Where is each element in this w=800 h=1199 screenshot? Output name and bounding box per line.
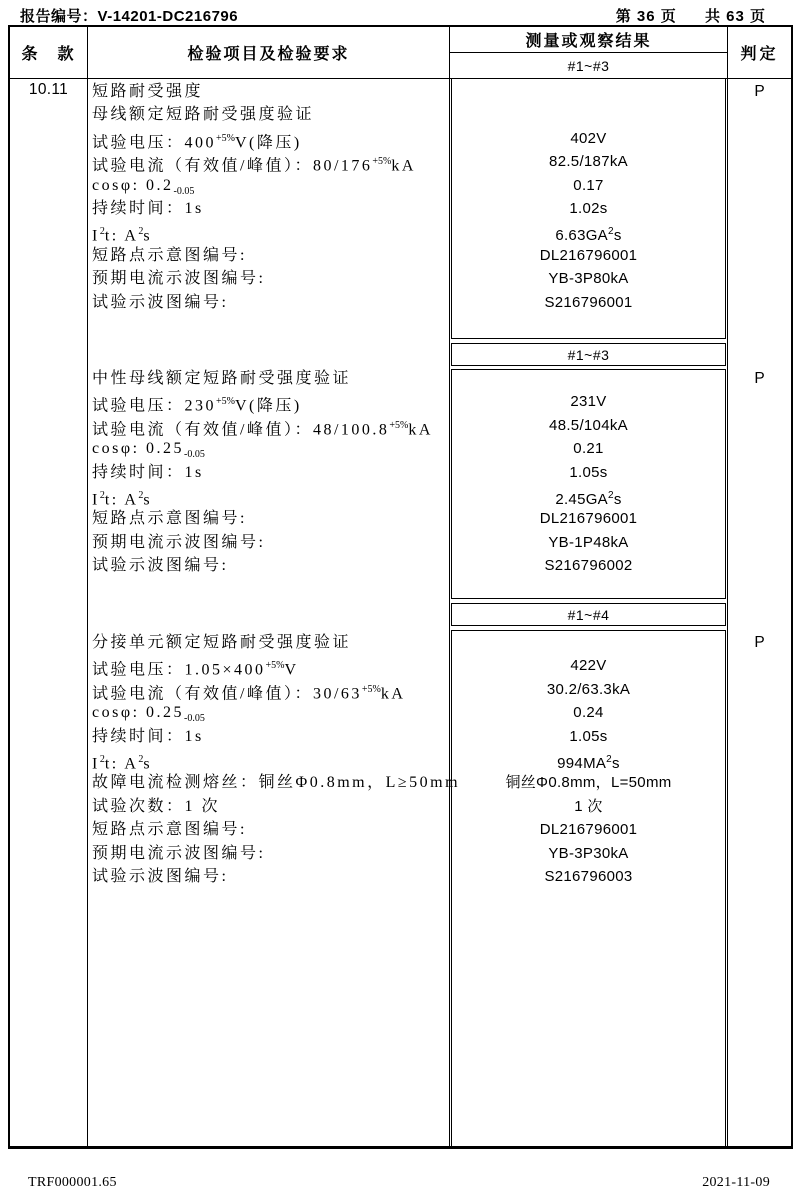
result-line: 48.5/104kA — [549, 416, 628, 434]
requirement-line: 试验示波图编号: — [92, 867, 229, 885]
result-line: 铜丝Φ0.8mm，L=50mm — [505, 774, 672, 792]
report-number-label: 报告编号： — [20, 8, 98, 25]
col-header-result-samples: #1~#3 — [567, 57, 610, 74]
verdict-cell — [728, 79, 791, 1147]
result-line: 82.5/187kA — [549, 153, 628, 171]
col-header-result-title: 测量或观察结果 — [450, 27, 727, 53]
result-line: S216796002 — [544, 557, 633, 575]
result-line — [450, 103, 727, 126]
result-line: 30.2/63.3kA — [546, 680, 631, 698]
result-line: YB-3P30kA — [548, 844, 629, 862]
page-footer — [28, 1175, 770, 1191]
result-line: 422V — [570, 657, 607, 675]
requirement-line: 短路耐受强度 — [92, 83, 204, 100]
result-line: 231V — [570, 393, 607, 411]
col-header-verdict: 判定 — [740, 46, 779, 63]
requirement-line: 短路点示意图编号: — [92, 821, 247, 839]
result-line: $2.45GA^2s$ — [555, 489, 622, 508]
result-line: DL216796001 — [539, 821, 638, 839]
result-line — [450, 367, 727, 390]
result-line: DL216796001 — [539, 510, 638, 528]
section3-requirements — [88, 631, 461, 888]
page-current: 第 36 页 — [615, 8, 677, 25]
requirements-cell — [88, 79, 461, 1147]
result-line: 402V — [570, 129, 607, 147]
requirement-line: 故障电流检测熔丝：铜丝Φ0.8mm，L≥50mm — [92, 774, 461, 792]
result-line: DL216796001 — [539, 246, 638, 264]
requirement-line: 分接单元额定短路耐受强度验证 — [92, 634, 352, 651]
result-line: YB-1P48kA — [548, 533, 629, 551]
requirement-line: 试验次数：1 次 — [92, 797, 221, 815]
result-line: 1 次 — [574, 797, 603, 815]
section2-results — [450, 367, 727, 578]
result-line: 1.05s — [569, 727, 608, 745]
section2-sample-range: #1~#3 — [451, 343, 726, 366]
requirement-line: 持续时间：1s — [92, 199, 204, 217]
requirement-line: 试验电流（有效值/峰值）：$48/100.8^{+5\%}kA$ — [92, 419, 433, 439]
report-number-value: V-14201-DC216796 — [97, 8, 239, 25]
verdict-section2: P — [754, 370, 765, 387]
requirement-line: 中性母线额定短路耐受强度验证 — [92, 370, 352, 387]
requirement-line: 预期电流示波图编号: — [92, 844, 266, 862]
section2-requirements — [88, 367, 449, 578]
page-header — [20, 5, 766, 26]
result-line: 0.17 — [573, 176, 604, 194]
requirement-line: 母线额定短路耐受强度验证 — [92, 106, 315, 124]
result-line: 1.02s — [569, 199, 608, 217]
verdict-section3: P — [754, 634, 765, 651]
report-number — [20, 5, 238, 26]
result-line: 0.24 — [573, 704, 604, 722]
requirement-line: 试验电压：$230^{+5\%}V$(降压) — [92, 396, 302, 415]
inspection-table — [8, 25, 793, 1149]
requirement-line: 试验电流（有效值/峰值）：$30/63^{+5\%}kA$ — [92, 683, 406, 703]
requirement-line: 持续时间：1s — [92, 463, 204, 481]
col-header-item: 检验项目及检验要求 — [88, 27, 450, 78]
col-header-result — [450, 27, 728, 78]
footer-doc-code: TRF000001.65 — [28, 1175, 117, 1190]
requirement-line: $I^2t$: $A^2s$ — [92, 226, 153, 245]
requirement-line: 试验电压：$400^{+5\%}V$(降压) — [92, 132, 302, 152]
requirement-line: 试验示波图编号: — [92, 293, 229, 311]
requirement-line: 预期电流示波图编号: — [92, 533, 266, 551]
results-cell — [450, 79, 728, 1147]
result-line: YB-3P80kA — [548, 270, 629, 288]
result-line — [450, 80, 727, 103]
verdict-section1: P — [754, 83, 765, 100]
table-header-row — [10, 27, 791, 79]
requirement-line: $I^2t$: $A^2s$ — [92, 753, 153, 773]
clause-number: 10.11 — [28, 81, 69, 98]
requirement-line: 试验电流（有效值/峰值）：$80/176^{+5\%}kA$ — [92, 156, 416, 175]
section3-sample-range: #1~#4 — [451, 603, 726, 626]
section1-requirements — [88, 80, 449, 314]
requirement-line: 预期电流示波图编号: — [92, 270, 266, 288]
table-body-row — [10, 79, 791, 1147]
requirement-line: 试验示波图编号: — [92, 557, 229, 575]
requirement-line: 短路点示意图编号: — [92, 510, 247, 528]
page-info — [616, 5, 766, 26]
requirement-line: cosφ: $0.25_{-0.05}$ — [92, 440, 205, 461]
result-line: 0.21 — [573, 440, 604, 458]
requirement-line: 持续时间：1s — [92, 727, 204, 745]
requirement-line: 试验电压：$1.05\times 400^{+5\%}V$ — [92, 660, 299, 679]
section3-results — [450, 631, 727, 888]
col-header-clause: 条 款 — [10, 27, 88, 78]
result-line: S216796001 — [544, 293, 633, 311]
clause-cell — [10, 79, 88, 1147]
requirement-line: $I^2t$: $A^2s$ — [92, 489, 153, 509]
result-line: 1.05s — [569, 463, 608, 481]
page-total: 共 63 页 — [704, 8, 766, 25]
requirement-line: cosφ: $0.25_{-0.05}$ — [92, 704, 205, 725]
requirement-line: cosφ: $0.2_{-0.05}$ — [92, 176, 195, 197]
result-line — [450, 631, 727, 654]
result-line: $6.63GA^2s$ — [555, 226, 622, 245]
requirement-line: 短路点示意图编号: — [92, 246, 247, 264]
result-line: $994MA^2s$ — [557, 753, 620, 772]
result-line: S216796003 — [544, 867, 633, 885]
footer-date: 2021-11-09 — [702, 1175, 770, 1190]
section1-results — [450, 80, 727, 314]
